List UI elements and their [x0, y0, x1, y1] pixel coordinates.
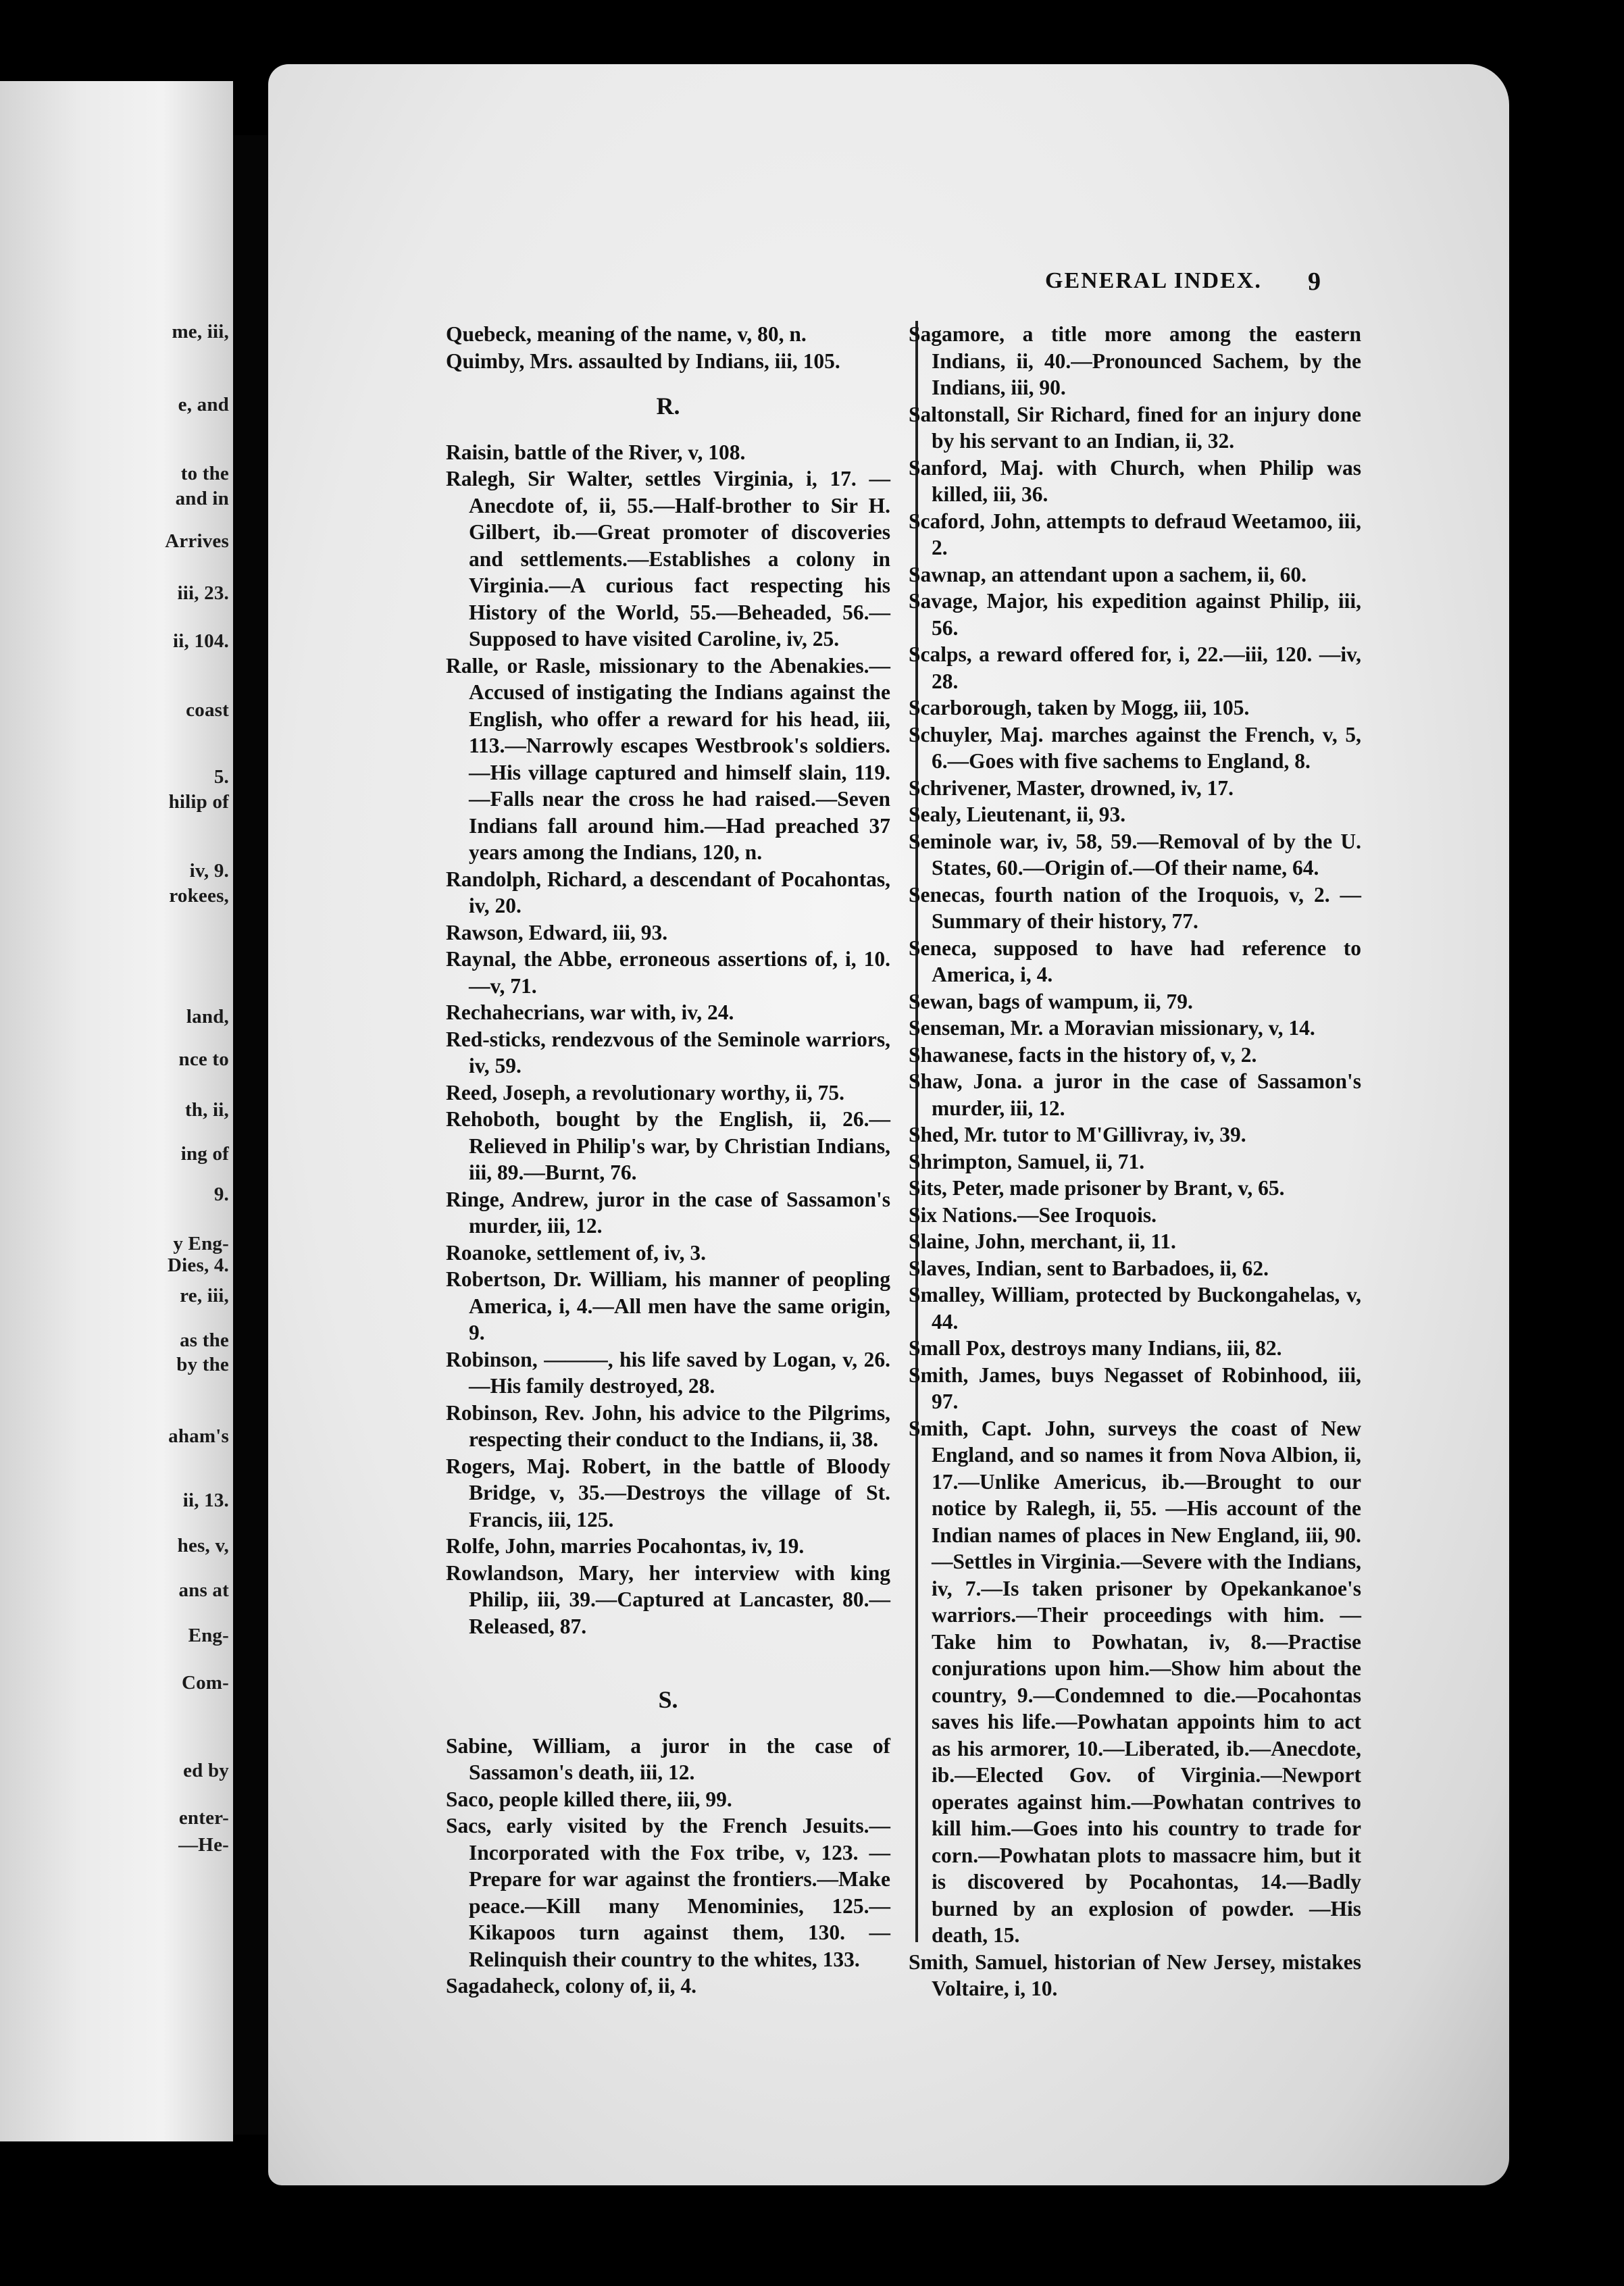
left-page [0, 81, 233, 2141]
left-page-fragment: and in [175, 488, 229, 509]
index-entry: Rogers, Maj. Robert, in the battle of Bloody Bridge, v, 35.—Destroys the village of St. Francis, iii, 125. [446, 1454, 890, 1531]
index-entry: Six Nations.—See Iroquois. [909, 1202, 1157, 1227]
index-entry: Sits, Peter, made prisoner by Brant, v, 65. [909, 1176, 1285, 1200]
index-entry: Rawson, Edward, iii, 93. [446, 920, 668, 944]
index-entry: Saltonstall, Sir Richard, fined for an injury done by his servant to an Indian, ii, 32. [909, 402, 1361, 453]
index-entry: Sanford, Maj. with Church, when Philip was killed, iii, 36. [909, 455, 1361, 506]
left-page-fragment: iii, 23. [177, 582, 229, 604]
index-entry: Quimby, Mrs. assaulted by Indians, iii, 105. [446, 349, 840, 373]
index-entry: Schuyler, Maj. marches against the French, v, 5, 6.—Goes with five sachems to England, 8. [909, 722, 1361, 773]
index-entry: Red-sticks, rendezvous of the Seminole warriors, iv, 59. [446, 1027, 890, 1077]
left-page-fragment: rokees, [169, 885, 229, 907]
index-entry: Sacs, early visited by the French Jesuits.—Incorporated with the Fox tribe, v, 123. —Prepare for war against the frontiers.—Make peace.—Kill many Menominies, 125.—Kikapoos turn against them, 130. —Relinquish their country to the whites, 133. [446, 1814, 890, 1971]
left-page-fragment: coast [186, 699, 229, 721]
index-entry: Sagadaheck, colony of, ii, 4. [446, 1974, 697, 1998]
index-entry: Quebeck, meaning of the name, v, 80, n. [446, 322, 807, 346]
left-page-fragment: me, iii, [172, 321, 229, 342]
left-page-fragment: enter- [178, 1807, 229, 1829]
index-entry: Saco, people killed there, iii, 99. [446, 1787, 732, 1811]
index-entry: Seneca, supposed to have had reference to America, i, 4. [909, 936, 1361, 986]
left-page-fragment: ii, 13. [182, 1490, 229, 1511]
section-letter-s: S. [658, 1686, 678, 1713]
index-column-left [446, 321, 890, 2000]
left-page-fragment: to the [180, 463, 229, 484]
index-entry: Scalps, a reward offered for, i, 22.—iii, 120. —iv, 28. [909, 642, 1361, 693]
index-entry: Raisin, battle of the River, v, 108. [446, 440, 746, 464]
index-entry: Robertson, Dr. William, his manner of peopling America, i, 4.—All men have the same origin, 9. [446, 1267, 890, 1344]
left-page-fragment: Arrives [165, 530, 229, 552]
index-entry: Shed, Mr. tutor to M'Gillivray, iv, 39. [909, 1123, 1246, 1146]
index-entry: Rolfe, John, marries Pocahontas, iv, 19. [446, 1534, 805, 1558]
section-letter-r: R. [656, 392, 680, 420]
index-entry: Scarborough, taken by Mogg, iii, 105. [909, 696, 1250, 719]
index-entry: Slaine, John, merchant, ii, 11. [909, 1229, 1176, 1253]
left-page-fragment: land, [186, 1006, 229, 1027]
index-entry: Sealy, Lieutenant, ii, 93. [909, 803, 1126, 826]
left-page-fragment: 5. [213, 766, 229, 788]
left-page-fragment: th, ii, [184, 1099, 229, 1121]
index-entry: Scaford, John, attempts to defraud Weetamoo, iii, 2. [909, 509, 1361, 559]
left-page-fragment: Com- [181, 1672, 229, 1694]
index-entry: Smith, Samuel, historian of New Jersey, mistakes Voltaire, i, 10. [909, 1950, 1361, 2000]
index-entry: Robinson, ———, his life saved by Logan, v, 26.—His family destroyed, 28. [446, 1347, 890, 1398]
index-entry: Rehoboth, bought by the English, ii, 26.—Relieved in Philip's war, by Christian Indians, iii, 89.—Burnt, 76. [446, 1107, 890, 1184]
book-spine [233, 135, 268, 2135]
index-entry: Raynal, the Abbe, erroneous assertions of, i, 10.—v, 71. [446, 947, 890, 998]
index-entry: Sewan, bags of wampum, ii, 79. [909, 989, 1193, 1013]
index-column-right [909, 321, 1361, 2002]
left-page-fragment: e, and [178, 394, 229, 415]
index-entry: Savage, Major, his expedition against Philip, iii, 56. [909, 589, 1361, 640]
index-entry: Rowlandson, Mary, her interview with king Philip, iii, 39.—Captured at Lancaster, 80.—Released, 87. [446, 1560, 890, 1638]
left-page-fragment: ii, 104. [173, 630, 229, 652]
left-page-fragment: ing of [180, 1143, 229, 1165]
index-entry: Rechahecrians, war with, iv, 24. [446, 1000, 734, 1024]
left-page-fragment: hes, v, [177, 1535, 229, 1556]
index-entry: Ralle, or Rasle, missionary to the Abenakies.—Accused of instigating the Indians against the English, who offer a reward for his head, iii, 113.—Narrowly escapes Westbrook's soldiers.—His village captured and himself slain, 119.—Falls near the cross he had raised.—Seven Indians fall around him.—Had preached 37 years among the Indians, 120, n. [446, 653, 890, 864]
page-number: 9 [1308, 268, 1321, 296]
index-entry: Senecas, fourth nation of the Iroquois, v, 2. —Summary of their history, 77. [909, 882, 1361, 933]
index-entry: Ringe, Andrew, juror in the case of Sassamon's murder, iii, 12. [446, 1187, 890, 1238]
index-entry: Smalley, William, protected by Buckongahelas, v, 44. [909, 1283, 1361, 1334]
left-page-fragment: hilip of [168, 791, 229, 813]
left-page-fragment: nce to [178, 1048, 229, 1070]
running-head [782, 267, 1322, 301]
left-page-fragment: as the [180, 1329, 229, 1351]
left-page-fragment: aham's [168, 1425, 229, 1447]
left-page-fragment: ed by [183, 1760, 229, 1781]
right-page [268, 64, 1509, 2185]
index-entry: Robinson, Rev. John, his advice to the Pilgrims, respecting their conduct to the Indians, ii, 38. [446, 1400, 890, 1451]
left-page-fragment: y Eng- [173, 1233, 229, 1254]
index-entry: Shaw, Jona. a juror in the case of Sassamon's murder, iii, 12. [909, 1069, 1361, 1120]
left-page-fragment: by the [176, 1354, 229, 1375]
index-entry: Sagamore, a title more among the eastern Indians, ii, 40.—Pronounced Sachem, by the Indians, iii, 90. [909, 322, 1361, 399]
running-head-title: GENERAL INDEX. [1045, 268, 1262, 293]
index-entry: Sawnap, an attendant upon a sachem, ii, 60. [909, 562, 1306, 586]
index-entry: Senseman, Mr. a Moravian missionary, v, 14. [909, 1016, 1315, 1040]
left-page-fragment: 9. [213, 1184, 229, 1205]
left-page-fragment: iv, 9. [189, 860, 229, 882]
left-page-fragment: —He- [178, 1834, 229, 1856]
index-entry: Randolph, Richard, a descendant of Pocahontas, iv, 20. [446, 867, 890, 917]
index-entry: Schrivener, Master, drowned, iv, 17. [909, 776, 1234, 800]
left-page-fragment: ans at [178, 1579, 229, 1601]
left-page-fragment: Dies, 4. [167, 1254, 229, 1276]
left-page-fragment: re, iii, [180, 1285, 229, 1306]
index-entry: Roanoke, settlement of, iv, 3. [446, 1240, 706, 1265]
index-entry: Reed, Joseph, a revolutionary worthy, ii, 75. [446, 1080, 845, 1104]
index-entry: Shawanese, facts in the history of, v, 2. [909, 1042, 1257, 1067]
index-entry: Small Pox, destroys many Indians, iii, 82. [909, 1336, 1282, 1360]
index-entry: Ralegh, Sir Walter, settles Virginia, i, 17. —Anecdote of, ii, 55.—Half-brother to Sir H. Gilbert, ib.—Great promoter of discoveries and settlements.—Establishes a colony in Virginia.—A curious fact respecting his History of the World, 55.—Beheaded, 56.—Supposed to have visited Caroline, iv, 25. [446, 467, 890, 651]
index-entry: Shrimpton, Samuel, ii, 71. [909, 1149, 1145, 1173]
index-entry: Slaves, Indian, sent to Barbadoes, ii, 62. [909, 1256, 1269, 1280]
index-entry: Seminole war, iv, 58, 59.—Removal of by the U. States, 60.—Origin of.—Of their name, 64. [909, 829, 1361, 880]
index-entry: Sabine, William, a juror in the case of Sassamon's death, iii, 12. [446, 1733, 890, 1784]
index-entry: Smith, Capt. John, surveys the coast of New England, and so names it from Nova Albion, ii, 17.—Unlike Americus, ib.—Brought to our notice by Ralegh, ii, 55. —His account of the Indian names of places in New England, iii, 90.—Settles in Virginia.—Severe with the Indians, iv, 7.—Is taken prisoner by Opekankanoe's warriors.—Their proceedings with him. —Take him to Powhatan, iv, 8.—Practise conjurations upon him.—Show him about the country, 9.—Condemned to die.—Pocahontas saves his life.—Powhatan appoints him to act as his armorer, 10.—Liberated, ib.—Anecdote, ib.—Elected Gov. of Virginia.—Newport operates against him.—Powhatan contrives to kill him.—Goes into his country to trade for corn.—Powhatan plots to massacre him, but it is discovered by Pocahontas, 14.—Badly burned by an explosion of powder. —His death, 15. [909, 1416, 1361, 1947]
left-page-fragment: Eng- [188, 1625, 229, 1646]
index-entry: Smith, James, buys Negasset of Robinhood, iii, 97. [909, 1363, 1361, 1413]
